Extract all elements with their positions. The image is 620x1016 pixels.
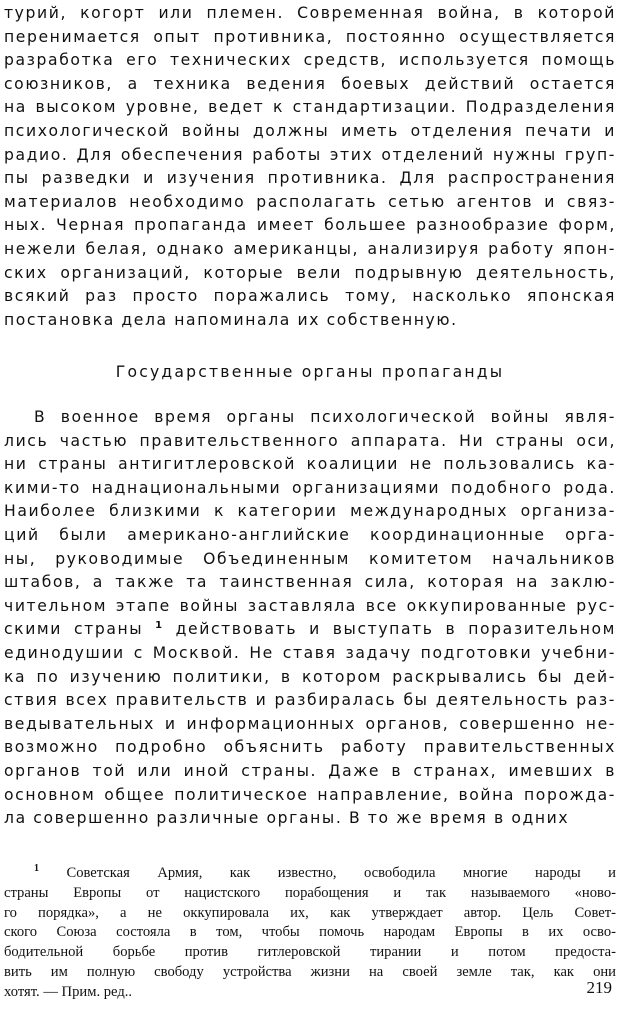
text-line: возможно подробно объяснить работу правительственных xyxy=(4,738,616,757)
ref-line-end: действовать и выступать в поразительном xyxy=(163,620,616,639)
text-line: на высоком уровне, ведет к стандартизации. Подразделения xyxy=(4,98,616,117)
text-line: перенимается опыт противника, постоянно осуществляется xyxy=(4,27,616,46)
text-line: всякий раз просто поражались тому, насколько японская xyxy=(4,287,616,306)
text-line: разработка его технических средств, используется помощь xyxy=(4,51,616,70)
text-line: ни страны антигитлеровской коалиции не пользовались ка- xyxy=(4,455,616,474)
text-line: ций были американо-английские координационные орга- xyxy=(4,525,616,544)
text-line: ка по изучению политики, в котором раскрывались бы дей- xyxy=(4,667,616,686)
text-line: материалов необходимо располагать сетью агентов и связ- xyxy=(4,192,616,211)
page-number: 219 xyxy=(586,978,612,997)
text-line: ских организаций, которые вели подрывную деятельность, xyxy=(4,263,616,282)
footnote-line: ского Союза состояла в том, чтобы помочь народам Европы в их осво- xyxy=(4,924,616,941)
section-heading: Государственные органы пропаганды xyxy=(115,363,505,381)
text-line: союзников, а техника ведения боевых действий остается xyxy=(4,74,616,93)
text-line: чительном этапе войны заставляла все оккупированные рус- xyxy=(4,596,616,615)
top-paragraph xyxy=(4,2,616,332)
footnote-line: бодительной борьбе против гитлеровской тирании и потом предоста- xyxy=(4,944,616,961)
text-line: Наиболее близкими к категории международных организа- xyxy=(4,502,616,521)
footnote-line: хотят. — Прим. ред.. xyxy=(4,983,133,1000)
footnote-first-text: Советская Армия, как известно, освободила многие народы и xyxy=(39,865,616,881)
text-line-with-footnote-ref xyxy=(4,618,616,642)
ref-line-start: скими страны xyxy=(4,620,144,639)
text-line: кими-то наднациональными организациями подобного рода. xyxy=(4,478,616,497)
main-paragraph xyxy=(4,406,616,831)
footnote-line: го порядка», а не оккупировала их, как утверждает автор. Цель Совет- xyxy=(4,904,616,921)
text-line: единодушии с Москвой. Не ставя задачу подготовки учебни- xyxy=(4,643,616,662)
footnote-line xyxy=(4,864,616,884)
text-line: психологической войны должны иметь отделения печати и xyxy=(4,121,616,140)
text-line: пы разведки и изучения противника. Для распространения xyxy=(4,169,616,188)
text-line: ны, руководимые Объединенным комитетом начальников xyxy=(4,549,616,568)
text-line: нежели белая, однако американцы, анализируя работу япон- xyxy=(4,239,616,258)
text-line: ных. Черная пропаганда имеет большее разнообразие форм, xyxy=(4,216,616,235)
footnote-line: вить им полную свободу устройства жизни на своей земле так, как они xyxy=(4,963,616,980)
text-line: постановка дела напоминала их собственную. xyxy=(4,310,458,329)
text-line: штабов, а также та таинственная сила, которая на заклю- xyxy=(4,573,616,592)
footnote-line: страны Европы от нацистского порабощения и так называемого «ново- xyxy=(4,884,616,901)
footnote-ref-marker: 1 xyxy=(155,620,164,632)
text-line: лись частью правительственного аппарата. Ни страны оси, xyxy=(4,431,616,450)
text-line: ведывательных и информационных органов, совершенно не- xyxy=(4,714,616,733)
text-line: органов той или иной страны. Даже в странах, имевших в xyxy=(4,761,616,780)
footnote xyxy=(4,864,616,1003)
text-line: турий, когорт или племен. Современная война, в которой xyxy=(4,4,616,22)
text-line: радио. Для обеспечения работы этих отделений нужны груп- xyxy=(4,145,616,164)
footnote-marker: 1 xyxy=(34,864,39,874)
text-line: ствия всех правительств и разбиралась бы деятельность раз- xyxy=(4,691,616,710)
text-line: ла совершенно различные органы. В то же время в одних xyxy=(4,809,570,828)
text-line: основном общее политическое направление, война порожда- xyxy=(4,785,616,804)
text-line: В военное время органы психологической войны явля- xyxy=(34,408,616,426)
